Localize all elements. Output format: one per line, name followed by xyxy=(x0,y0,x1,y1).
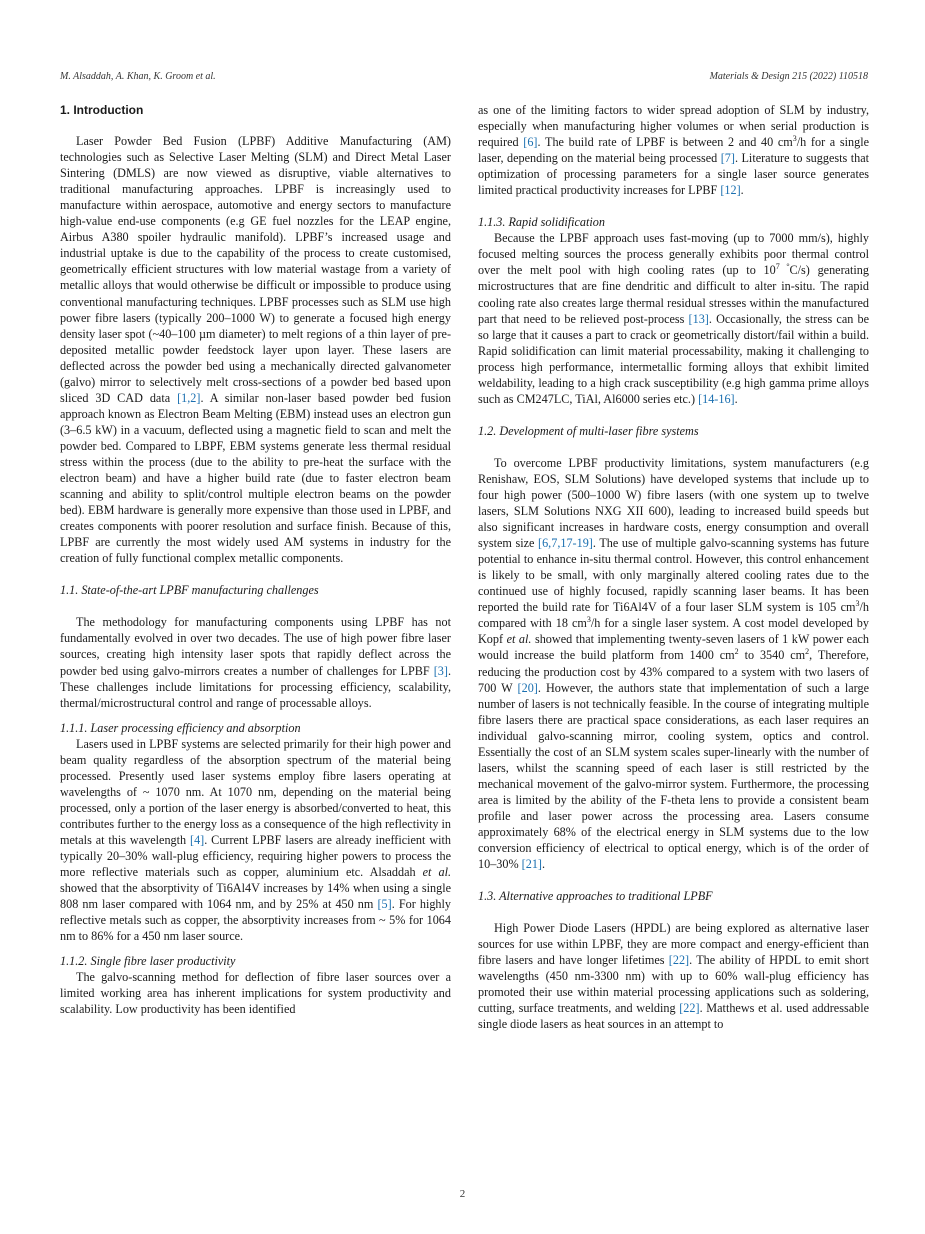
text-run: High Power Diode Lasers (HPDL) are being explored as alternative laser sources for use within LPBF, they are more compact and energy-efficient than fibre lasers and have longer lifetimes xyxy=(478,921,869,968)
text-run-italic: et al. xyxy=(422,865,451,880)
text-run: Laser Powder Bed Fusion (LPBF) Additive Manufacturing (AM) technologies such as Selective Laser Melting (SLM) and Direct Metal Laser Sintering (DMLS) are now viewed as disruptive, viable alternatives to traditional manufacturing approaches. LPBF is increasingly used to manufacture within aerospace, automotive and energy sectors to manufacture high-value end-use components (e.g GE fuel nozzles for the LEAP engine, Airbus A380 spoiler hydraulic manifold). LPBF’s increased usage and industrial uptake is due to the capability of the process to create customised, geometrically efficient structures with low material wastage from a variety of metallic alloys that would otherwise be difficult or impossible to produce using conventional manufacturing techniques. LPBF processes such as SLM use high power fibre lasers (typically 200–1000 W) to generate a focused high energy density laser spot (~40–100 µm diameter) to melt regions of a thin layer of pre-deposited metallic powder feedstock layer upon layer. These lasers are deflected across the powder bed using a mechanically directed galvanometer (galvo) mirror to selectively melt cross-sections of a powder bed based upon sliced 3D CAD data xyxy=(60,134,451,405)
text-run-italic: et al. xyxy=(506,632,532,647)
intro-paragraph xyxy=(60,133,451,566)
text-run: . Occasionally, the stress can be so large that it causes a part to crack or geometrically distort/fail within a build. Rapid solidification can limit material processability, making it challenging to process high performance, intermetallic forming alloys that exhibit limited weldability, leading to a high crack susceptibility (e.g high gamma prime alloys such as CM247LC, TiAl, Al6000 series etc.) xyxy=(478,311,869,406)
text-run: C/s) generating microstructures that are fine dendritic and difficult to alter in-situ. The rapid cooling rate also creates large thermal residual stresses within the manufactured part that need to be relieved post-process xyxy=(478,263,869,326)
citation-link[interactable]: [4] xyxy=(190,832,205,847)
citation-link[interactable]: [14-16] xyxy=(698,391,735,406)
text-run: To overcome LPBF productivity limitations, system manufacturers (e.g Renishaw, EOS, SLM Solutions) have developed systems that include up to four high power (500–1000 W) fibre lasers (with one system up to twelve lasers, SLM Solutions NXG XII 600), leading to increased build speeds but also significant increases in hardware costs, energy consumption and overall system size xyxy=(478,455,869,551)
subsection-heading-1-3: 1.3. Alternative approaches to traditional LPBF xyxy=(478,889,713,904)
citation-link[interactable]: [3] xyxy=(433,663,448,678)
text-run: . A similar non-laser based powder bed fusion approach known as Electron Beam Melting (EBM) instead uses an electron gun (3–6.5 kW) in a vacuum, deflected using a magnetic field to scan and melt the powder bed. Compared to LBPF, EBM systems generate less thermal residual stress within the process (due to the ability to pre-heat the surface with the electron beam) and have a higher build rate (due to faster electron beam scanning and ability to split/control multiple electron beams on the powder bed). EBM hardware is generally more expensive than those used in LPBF, and creates components with poorer resolution and surface finish. Because of this, LPBF are currently the most widely used AM systems in industry for the creation of fully functional complex metallic components. xyxy=(60,390,452,566)
text-run: . xyxy=(734,391,738,406)
citation-link[interactable]: [13] xyxy=(688,311,709,326)
paragraph-1-3 xyxy=(478,920,869,1032)
paragraph-1-1-2-continued xyxy=(478,102,869,198)
superscript: 2 xyxy=(734,647,739,657)
text-run: . For highly reflective metals such as copper, the absorptivity increases from ~ 5% for 1064 nm to 86% for a 450 nm laser source. xyxy=(60,897,452,944)
text-run: , Therefore, reducing the production cost by 43% compared to a system with two lasers of 700 W xyxy=(478,648,869,695)
text-run: showed that the absorptivity of Ti6Al4V increases by 14% when using a single 808 nm laser compared with 1064 nm, and by 25% at 450 nm xyxy=(60,881,451,912)
text-run: . The ability of HPDL to emit short wavelengths (450 nm-3300 nm) with up to 60% wall-plug efficiency has promoted their use within material processing applications such as soldering, cutting, surface treatments, and welding xyxy=(478,953,869,1016)
text-run: . The use of multiple galvo-scanning systems has future potential to enhance in-situ thermal control. However, this control enhancement is likely to be small, with only marginally altered cooling rates due to the continued use of highly focused, rapidly scanning laser beams. It has been reported the build rate for Ti6Al4V of a four laser SLM system is 105 cm xyxy=(478,536,869,615)
text-run: . Current LPBF lasers are already inefficient with typically 20–30% wall-plug efficiency, requiring higher powers to process the more reflective materials such as copper, aluminium etc. Alsaddah xyxy=(60,832,451,880)
text-run: /h for a single laser system. A cost model developed by Kopf xyxy=(478,616,869,647)
paragraph-1-1-2: The galvo-scanning method for deflection of fibre laser sources over a limited working area has inherent implications for system productivity and scalability. Low productivity has been identified xyxy=(60,970,451,1017)
citation-link[interactable]: [6] xyxy=(523,135,538,150)
citation-link[interactable]: [7] xyxy=(720,151,735,166)
citation-link[interactable]: [1,2] xyxy=(177,390,201,405)
citation-link[interactable]: [5] xyxy=(377,897,392,912)
superscript: 3 xyxy=(855,599,860,609)
citation-link[interactable]: [12] xyxy=(720,183,741,198)
right-column xyxy=(478,102,869,1032)
text-run: . xyxy=(740,183,744,198)
subsection-heading-1-1-2: 1.1.2. Single fibre laser productivity xyxy=(60,954,236,969)
citation-link[interactable]: [22] xyxy=(668,953,690,968)
subsection-heading-1-1: 1.1. State-of-the-art LPBF manufacturing challenges xyxy=(60,583,319,598)
text-run: . The build rate of LPBF is between 2 and 40 cm xyxy=(537,135,793,150)
text-run: . xyxy=(541,857,546,872)
text-run: Lasers used in LPBF systems are selected primarily for their high power and beam quality regardless of the absorption spectrum of the material being processed. Presently used laser systems employ fibre lasers operating at wavelengths of ~ 1070 nm. At 1070 nm, depending on the material being processed, only a portion of the laser energy is absorbed/converted to heat, this contributes further to the energy loss as a consequence of the high reflectivity in metals at this wavelength xyxy=(60,736,451,847)
text-run: Because the LPBF approach uses fast-moving (up to 7000 mm/s), highly focused melting sources the process generally exhibits poor thermal control over the melt pool with high cooling rates (up to 10 xyxy=(478,231,869,278)
text-run: . However, the authors state that implementation of such a large number of lasers is not technically feasible. In the course of integrating multiple fibre lasers there are practical space considerations, as each laser requires an individual galvo-scanning mirror, cooling system, optics and control. Essentially the cost of an SLM system scales super-linearly with the number of lasers, whilst the scanning speed of each laser is still restricted by the mechanical movement of the galvo-mirror system. Furthermore, the processing area is limited by the ability of the F-theta lens to provide a consistent beam profile and laser power across the processing area. Lasers consume approximately 68% of the electrical energy in SLM systems due to the low conversion efficiency of electrical to optical energy, which is of the order of 10–30% xyxy=(478,680,870,872)
text-run: to 3540 cm xyxy=(738,648,806,663)
text-run: /h compared with 18 cm xyxy=(478,600,869,631)
superscript: 2 xyxy=(805,647,810,657)
paragraph-1-1-3 xyxy=(478,230,869,407)
text-run: showed that implementing twenty-seven lasers of 1 kW power each would increase the build platform from 1400 cm xyxy=(478,632,869,663)
left-column xyxy=(60,102,451,1017)
superscript: 7 ° xyxy=(775,262,790,272)
page-number: 2 xyxy=(459,1188,466,1200)
text-run: /h for a single laser, depending on the material being processed xyxy=(478,135,869,166)
subsection-heading-1-1-1: 1.1.1. Laser processing efficiency and absorption xyxy=(60,720,301,735)
paragraph-1-1 xyxy=(60,614,451,710)
text-run: as one of the limiting factors to wider spread adoption of SLM by industry, especially when manufacturing higher volumes or when serial production is required xyxy=(478,103,869,150)
text-run: The methodology for manufacturing components using LPBF has not fundamentally evolved in over two decades. The use of high power fibre laser sources, creating high intensity laser spots that rapidly deflect across the powder bed using galvo-mirrors creates a number of challenges for LPBF xyxy=(60,615,451,678)
citation-link[interactable]: [22] xyxy=(679,1001,700,1016)
text-run: . Literature to suggests that optimization of processing parameters for a single laser source generates limited practical productivity increases for LPBF xyxy=(478,151,869,198)
citation-link[interactable]: [21] xyxy=(521,857,542,872)
paragraph-1-1-1 xyxy=(60,736,451,945)
text-run: . Matthews et al. used addressable single diode lasers as heat sources in an attempt to xyxy=(478,1001,869,1032)
header-authors: M. Alsaddah, A. Khan, K. Groom et al. xyxy=(60,71,216,82)
citation-link[interactable]: [6,7,17-19] xyxy=(538,536,593,551)
paragraph-1-2 xyxy=(478,455,869,872)
citation-link[interactable]: [20] xyxy=(517,680,538,695)
subsection-heading-1-2: 1.2. Development of multi-laser fibre systems xyxy=(478,423,699,438)
section-heading-introduction: 1. Introduction xyxy=(60,103,144,117)
text-run: . These challenges include limitations for processing efficiency, scalability, thermal/microstructural control and range of processable alloys. xyxy=(60,663,451,710)
subsection-heading-1-1-3: 1.1.3. Rapid solidification xyxy=(478,215,605,230)
header-journal: Materials & Design 215 (2022) 110518 xyxy=(709,71,868,82)
superscript: 3 xyxy=(792,134,797,144)
superscript: 3 xyxy=(586,615,591,625)
